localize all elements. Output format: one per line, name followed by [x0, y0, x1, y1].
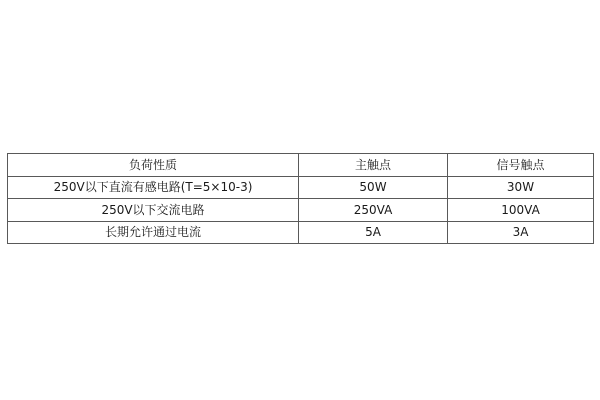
cell-load-nature-current: 长期允许通过电流: [8, 221, 299, 244]
table-row: [8, 199, 594, 222]
header-cell-main-contact: 主触点: [299, 154, 448, 177]
cell-signal-contact-ac: 100VA: [448, 199, 594, 222]
load-spec-table: [7, 153, 594, 244]
cell-signal-contact-current: 3A: [448, 221, 594, 244]
header-cell-signal-contact: 信号触点: [448, 154, 594, 177]
cell-main-contact-dc: 50W: [299, 176, 448, 199]
cell-load-nature-ac: 250V以下交流电路: [8, 199, 299, 222]
cell-main-contact-current: 5A: [299, 221, 448, 244]
cell-load-nature-dc: 250V以下直流有感电路(T=5×10-3): [8, 176, 299, 199]
table-row: [8, 176, 594, 199]
table-row: [8, 221, 594, 244]
cell-signal-contact-dc: 30W: [448, 176, 594, 199]
header-cell-load-nature: 负荷性质: [8, 154, 299, 177]
table-header-row: [8, 154, 594, 177]
cell-main-contact-ac: 250VA: [299, 199, 448, 222]
